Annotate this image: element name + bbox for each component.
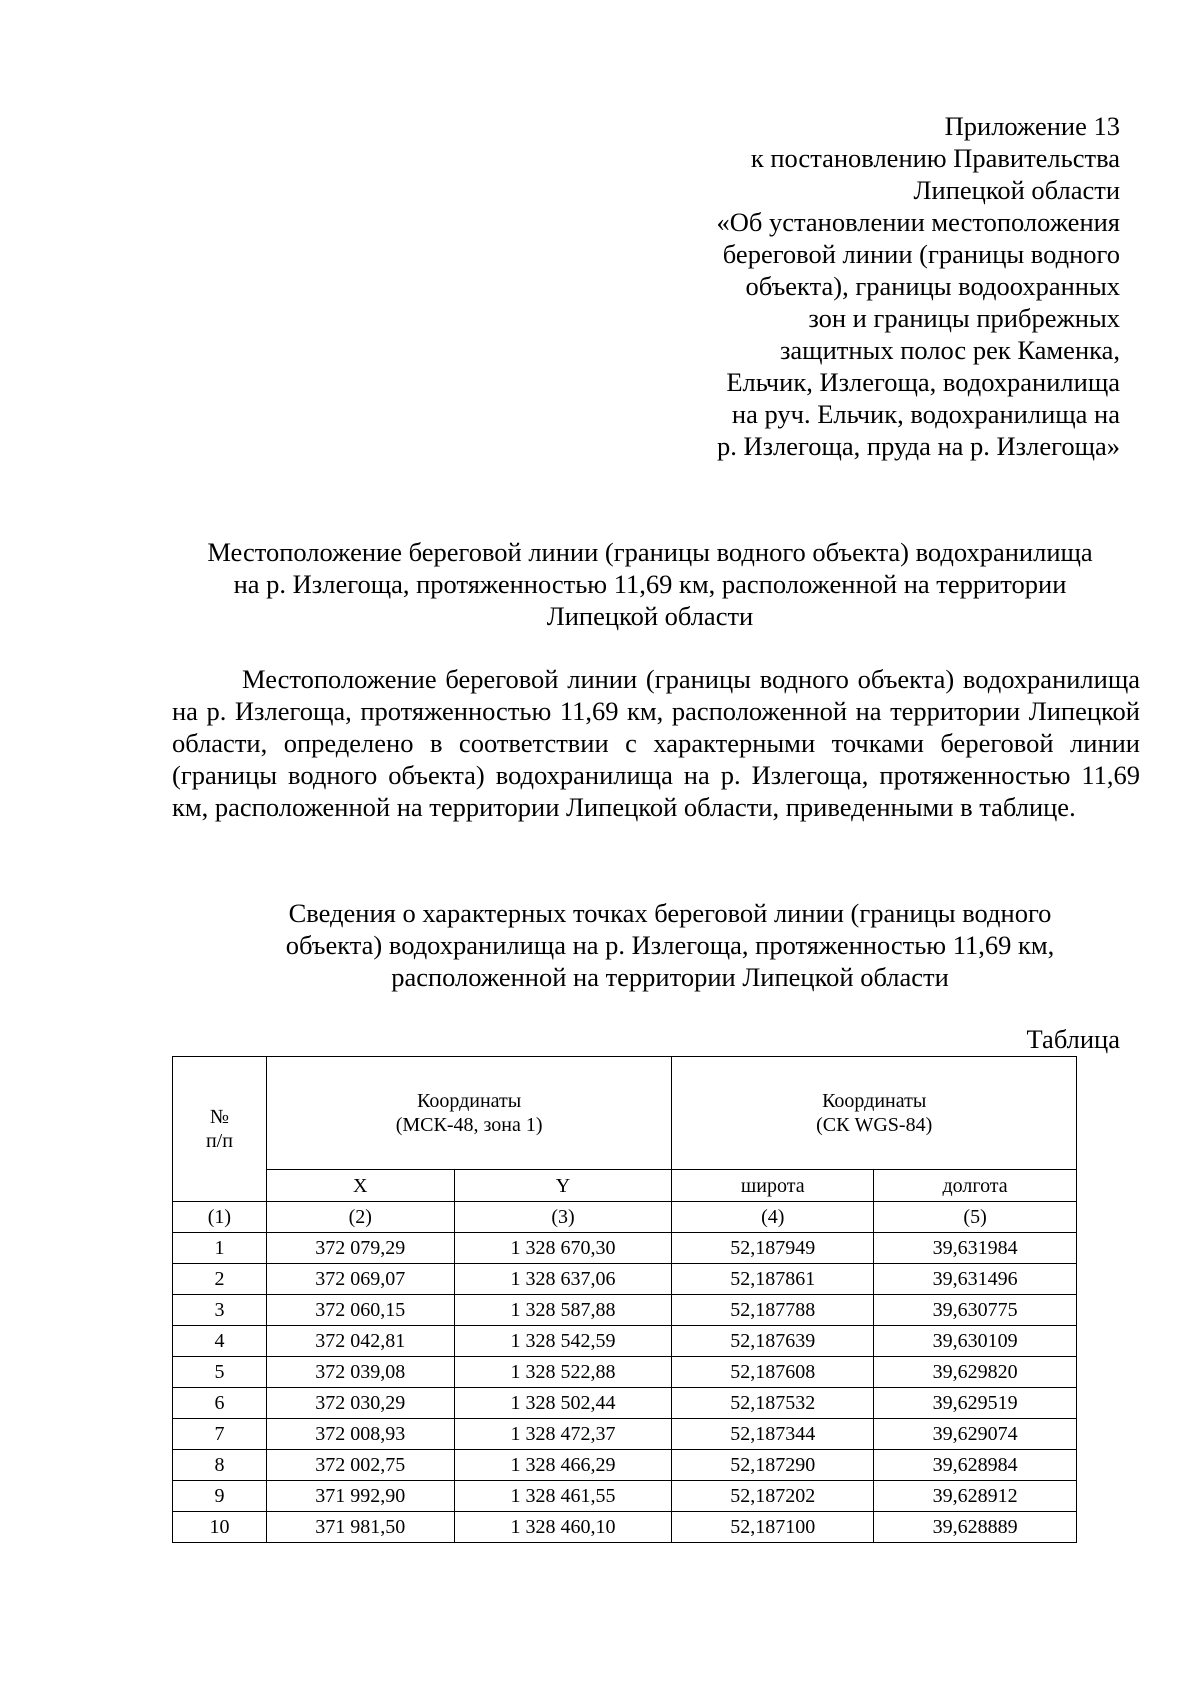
cell-number: (1) [173,1202,267,1233]
appendix-line: защитных полос рек Каменка, [779,335,1120,365]
cell-y: 1 328 542,59 [454,1326,672,1357]
caption-line: расположенной на территории Липецкой области [391,962,949,992]
coordinates-table [172,1056,1077,1543]
cell-y: 1 328 460,10 [454,1512,672,1543]
cell-latitude: 52,187861 [672,1264,874,1295]
appendix-line: «Об установлении местоположения [716,207,1120,237]
table-row [173,1326,1077,1357]
cell-longitude: 39,629820 [874,1357,1077,1388]
cell-longitude: 39,628912 [874,1481,1077,1512]
cell-x: 372 079,29 [266,1233,454,1264]
appendix-line: на руч. Ельчик, водохранилища на [731,399,1120,429]
cell-number: 7 [173,1419,267,1450]
cell-latitude: (4) [672,1202,874,1233]
cell-y: 1 328 466,29 [454,1450,672,1481]
table-row [173,1357,1077,1388]
header-y: Y [454,1170,672,1202]
cell-y: 1 328 461,55 [454,1481,672,1512]
table-row [173,1450,1077,1481]
table-label: Таблица [1026,1024,1120,1054]
table-body [173,1202,1077,1543]
cell-x: (2) [266,1202,454,1233]
cell-number: 1 [173,1233,267,1264]
caption-line: объекта) водохранилища на р. Излегоща, протяженностью 11,69 км, [285,930,1055,960]
cell-longitude: 39,630775 [874,1295,1077,1326]
cell-longitude: 39,631496 [874,1264,1077,1295]
cell-x: 371 981,50 [266,1512,454,1543]
table-row [173,1512,1077,1543]
cell-latitude: 52,187639 [672,1326,874,1357]
cell-latitude: 52,187949 [672,1233,874,1264]
table-row [173,1481,1077,1512]
cell-x: 372 069,07 [266,1264,454,1295]
table-caption [220,897,1120,993]
table-index-row [173,1202,1077,1233]
table-row [173,1264,1077,1295]
header-wgs84: Координаты (СК WGS-84) [672,1057,1077,1170]
header-number: № п/п [173,1057,267,1202]
cell-longitude: 39,628889 [874,1512,1077,1543]
cell-number: 9 [173,1481,267,1512]
cell-longitude: 39,628984 [874,1450,1077,1481]
appendix-line: объекта), границы водоохранных [745,271,1120,301]
cell-longitude: 39,629519 [874,1388,1077,1419]
header-longitude: долгота [874,1170,1077,1202]
title-line: Липецкой области [546,601,754,631]
cell-latitude: 52,187788 [672,1295,874,1326]
appendix-line: р. Излегоща, пруда на р. Излегоща» [716,431,1120,461]
cell-latitude: 52,187290 [672,1450,874,1481]
appendix-line: Липецкой области [913,175,1120,205]
title-line: на р. Излегоща, протяженностью 11,69 км, расположенной на территории [233,569,1067,599]
cell-number: 4 [173,1326,267,1357]
appendix-line: зон и границы прибрежных [808,303,1120,333]
appendix-line: к постановлению Правительства [750,143,1120,173]
cell-latitude: 52,187100 [672,1512,874,1543]
cell-number: 2 [173,1264,267,1295]
cell-latitude: 52,187344 [672,1419,874,1450]
table-row [173,1233,1077,1264]
cell-longitude: (5) [874,1202,1077,1233]
cell-longitude: 39,631984 [874,1233,1077,1264]
cell-longitude: 39,629074 [874,1419,1077,1450]
cell-number: 3 [173,1295,267,1326]
cell-number: 6 [173,1388,267,1419]
document-title [170,536,1130,632]
cell-x: 372 039,08 [266,1357,454,1388]
cell-y: 1 328 670,30 [454,1233,672,1264]
appendix-reference [600,110,1120,462]
cell-number: 8 [173,1450,267,1481]
header-msk48: Координаты (МСК-48, зона 1) [266,1057,671,1170]
header-latitude: широта [672,1170,874,1202]
cell-y: 1 328 522,88 [454,1357,672,1388]
cell-x: 372 002,75 [266,1450,454,1481]
table-row [173,1388,1077,1419]
body-paragraph: Местоположение береговой линии (границы водного объекта) водохранилища на р. Излегоща, протяженностью 11,69 км, расположенной на территории Липецкой области, определено в соответствии с характерными точками береговой линии (границы водного объекта) водохранилища на р. Излегоща, протяженностью 11,69 км, расположенной на территории Липецкой области, приведенными в таблице. [172,664,1140,822]
cell-y: (3) [454,1202,672,1233]
appendix-line: Приложение 13 [944,111,1120,141]
cell-y: 1 328 502,44 [454,1388,672,1419]
cell-x: 372 042,81 [266,1326,454,1357]
table-row [173,1295,1077,1326]
cell-latitude: 52,187608 [672,1357,874,1388]
cell-x: 372 060,15 [266,1295,454,1326]
cell-x: 372 030,29 [266,1388,454,1419]
cell-y: 1 328 637,06 [454,1264,672,1295]
cell-y: 1 328 587,88 [454,1295,672,1326]
cell-number: 10 [173,1512,267,1543]
cell-x: 372 008,93 [266,1419,454,1450]
appendix-line: Ельчик, Излегоща, водохранилища [726,367,1120,397]
header-x: X [266,1170,454,1202]
cell-latitude: 52,187532 [672,1388,874,1419]
table-row [173,1419,1077,1450]
appendix-line: береговой линии (границы водного [722,239,1120,269]
cell-longitude: 39,630109 [874,1326,1077,1357]
title-line: Местоположение береговой линии (границы водного объекта) водохранилища [207,537,1093,567]
cell-number: 5 [173,1357,267,1388]
cell-y: 1 328 472,37 [454,1419,672,1450]
caption-line: Сведения о характерных точках береговой линии (границы водного [288,898,1052,928]
cell-x: 371 992,90 [266,1481,454,1512]
cell-latitude: 52,187202 [672,1481,874,1512]
